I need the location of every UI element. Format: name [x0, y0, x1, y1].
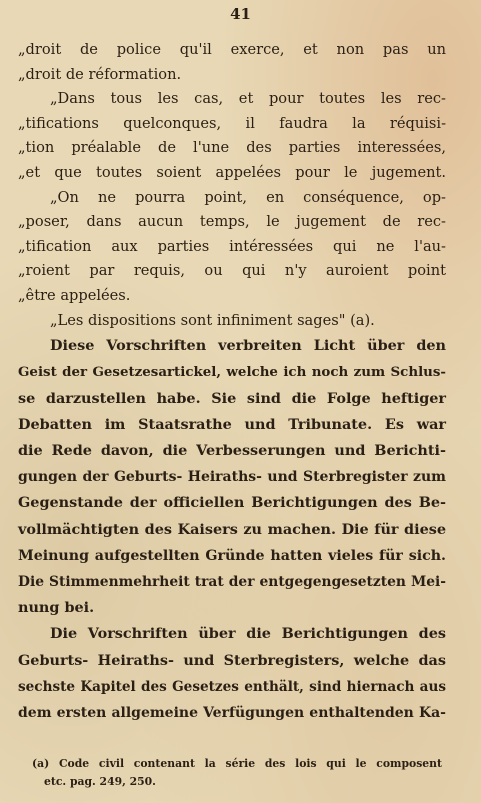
text-line: Geburts- Heiraths- und Sterbregisters, welche das — [18, 651, 446, 669]
text-line: Die Stimmenmehrheit trat der entgegengesetzten Mei- — [18, 573, 446, 590]
footnote — [32, 755, 442, 791]
text-line: vollmächtigten des Kaisers zu machen. Die für diese — [18, 520, 446, 538]
text-line: „poser, dans aucun temps, le jugement de rec- — [18, 213, 446, 231]
text-line: Geist der Gesetzesartickel, welche ich noch zum Schlus- — [18, 364, 446, 381]
text-line: „roient par requis, ou qui n'y auroient point — [18, 262, 446, 280]
text-line: „Dans tous les cas, et pour toutes les rec- — [50, 90, 446, 108]
text-line: „droit de police qu'il exerce, et non pas un — [18, 41, 446, 58]
text-line: sechste Kapitel des Gesetzes enthält, sind hiernach aus — [18, 678, 446, 695]
text-line: die Rede davon, die Verbesserungen und Berichti- — [18, 441, 446, 459]
text-line: Gegenstande der officiellen Berichtigungen des Be- — [18, 494, 446, 512]
page-number: 41 — [230, 5, 251, 23]
text-line: dem ersten allgemeine Verfügungen enthaltenden Ka- — [18, 704, 446, 721]
footnote-line: etc. pag. 249, 250. — [44, 775, 156, 788]
text-line: nung bei. — [18, 599, 95, 617]
text-line: „tion préalable de l'une des parties interessées, — [18, 139, 446, 157]
body-text — [18, 38, 446, 726]
text-line: „tification aux parties intéressées qui ne l'au- — [18, 237, 446, 255]
text-line: „Les dispositions sont infiniment sages" (a). — [50, 311, 375, 329]
text-line: „être appelées. — [18, 286, 131, 304]
text-line: se darzustellen habe. Sie sind die Folge heftiger — [18, 389, 446, 407]
text-line: Meinung aufgestellten Gründe hatten vieles für sich. — [18, 547, 446, 564]
text-line: Die Vorschriften über die Berichtigungen des — [50, 625, 446, 643]
text-line: Diese Vorschriften verbreiten Licht über den — [50, 337, 446, 355]
text-line: „tifications quelconques, il faudra la réquisi- — [18, 114, 446, 132]
text-line: „et que toutes soient appelées pour le jugement. — [18, 163, 446, 181]
footnote-line: (a) Code civil contenant la série des lois qui le composent — [32, 757, 442, 770]
text-line: Debatten im Staatsrathe und Tribunate. Es war — [18, 415, 446, 433]
text-line: „droit de réformation. — [18, 65, 182, 83]
text-line: gungen der Geburts- Heiraths- und Sterbregister zum — [18, 469, 446, 486]
text-line: „On ne pourra point, en conséquence, op- — [50, 188, 446, 206]
